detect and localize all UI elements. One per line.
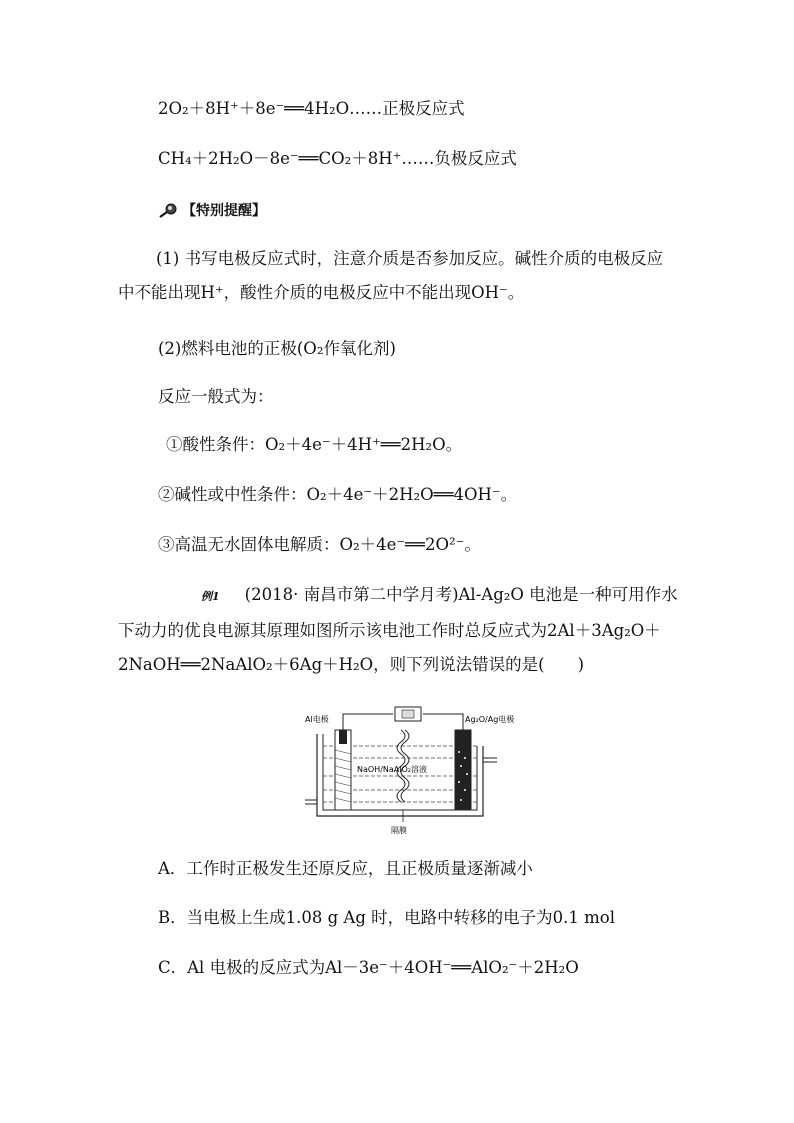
option-c: C．Al 电极的反应式为Al－3e⁻＋4OH⁻══AlO₂⁻＋2H₂O — [158, 958, 579, 977]
negative-electrode-equation: CH₄＋2H₂O－8e⁻══CO₂＋8H⁺……负极反应式 — [158, 149, 517, 168]
notes-block — [118, 242, 678, 310]
option-a: A．工作时正极发生还原反应，且正极质量逐渐减小 — [158, 859, 533, 878]
note-3: 反应一般式为： — [158, 387, 274, 406]
battery-diagram — [305, 706, 535, 836]
condition-solid-electrolyte: ③高温无水固体电解质：O₂＋4e⁻══2O²⁻。 — [158, 535, 481, 554]
al-electrode-label: Al电极 — [305, 715, 329, 724]
condition-acidic: ①酸性条件：O₂＋4e⁻＋4H⁺══2H₂O。 — [166, 435, 463, 454]
positive-electrode-equation: 2O₂＋8H⁺＋8e⁻══4H₂O……正极反应式 — [158, 99, 465, 118]
example-text: (2018· 南昌市第二中学月考)Al-Ag₂O 电池是一种可用作水下动力的优良电源其原理如图所示该电池工作时总反应式为2Al＋3Ag₂O＋2NaOH══2NaAlO₂＋6Ag＋H₂O，则下列说法错误的是( ) — [118, 585, 678, 674]
condition-basic: ②碱性或中性条件：O₂＋4e⁻＋2H₂O══4OH⁻。 — [158, 485, 518, 504]
magnifier-icon — [158, 202, 180, 218]
ag2o-electrode — [455, 730, 471, 810]
note-2: (2)燃料电池的正极(O₂作氧化剂) — [158, 339, 396, 358]
example-question — [118, 578, 678, 682]
ag2o-electrode-label: Ag₂O/Ag电极 — [465, 715, 515, 724]
note-1: (1) 书写电极反应式时，注意介质是否参加反应。碱性介质的电极反应中不能出现H⁺，酸性介质的电极反应中不能出现OH⁻。 — [118, 249, 664, 302]
option-b: B．当电极上生成1.08 g Ag 时，电路中转移的电子为0.1 mol — [158, 908, 615, 927]
motor-icon — [395, 707, 421, 721]
solution-label: NaOH/NaAlO₂溶液 — [357, 765, 427, 774]
special-reminder-heading: 【特别提醒】 — [158, 200, 266, 220]
membrane-label: 隔膜 — [391, 826, 407, 835]
example-badge: 例1 — [201, 590, 220, 603]
